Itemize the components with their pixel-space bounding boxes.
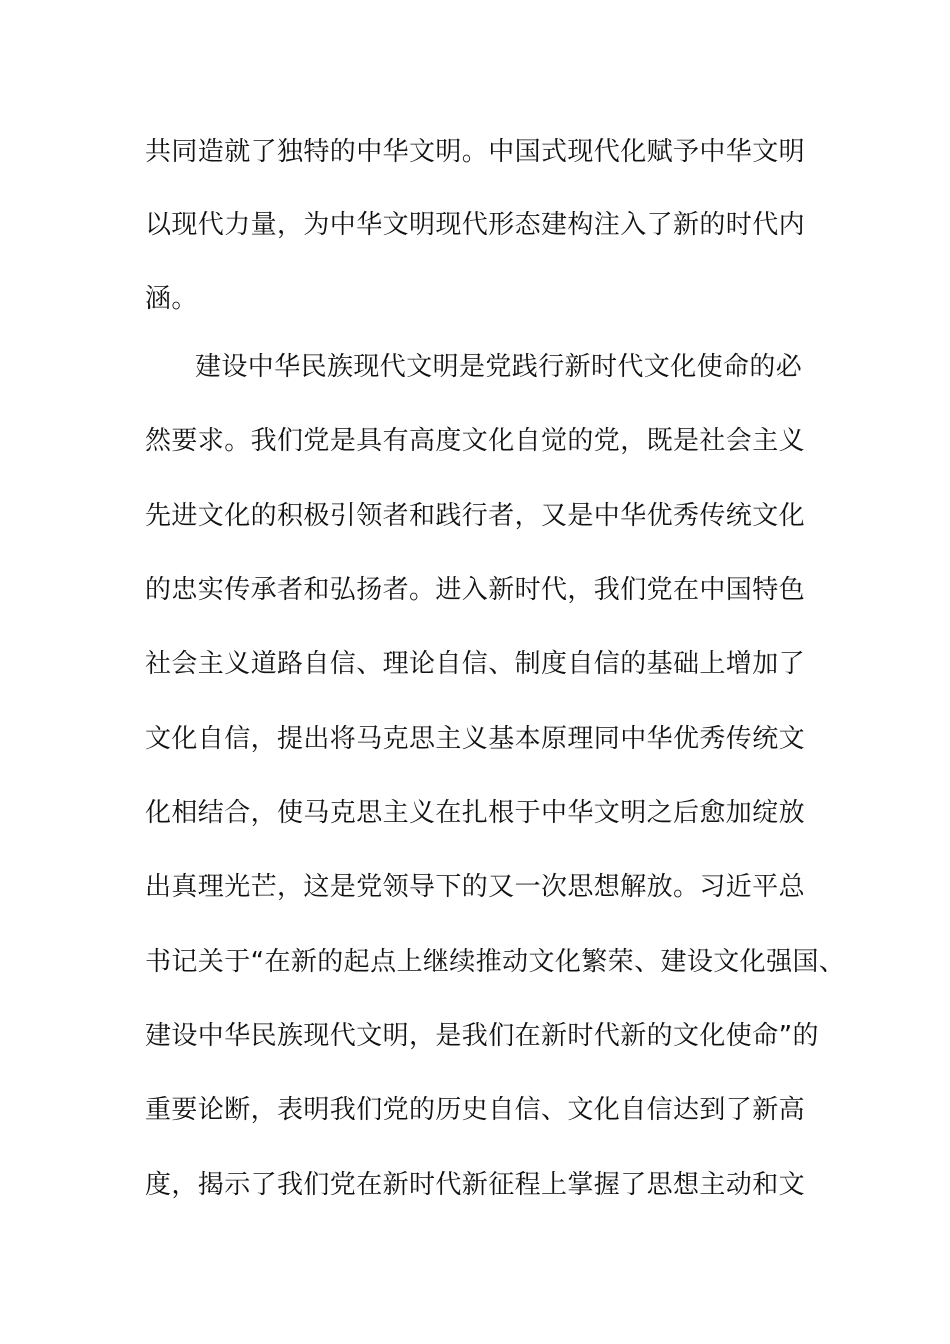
paragraph-line: 社会主义道路自信、理论自信、制度自信的基础上增加了 [145,649,806,679]
paragraph-line: 先进文化的积极引领者和践行者，又是中华优秀传统文化 [145,501,806,531]
paragraph-line: 书记关于“在新的起点上继续推动文化繁荣、建设文化强国、 [145,947,846,977]
paragraph-line: 共同造就了独特的中华文明。中国式现代化赋予中华文明 [145,137,806,167]
paragraph-first-line: 建设中华民族现代文明是党践行新时代文化使命的必 [195,352,803,382]
paragraph-line: 度，揭示了我们党在新时代新征程上掌握了思想主动和文 [145,1170,806,1200]
paragraph-line: 化相结合，使马克思主义在扎根于中华文明之后愈加绽放 [145,798,806,828]
paragraph-line: 涵。 [145,284,198,314]
paragraph-line: 以现代力量，为中华文明现代形态建构注入了新的时代内 [145,210,806,240]
paragraph-line: 然要求。我们党是具有高度文化自觉的党，既是社会主义 [145,426,806,456]
paragraph-line: 文化自信，提出将马克思主义基本原理同中华优秀传统文 [145,724,806,754]
paragraph-line: 出真理光芒，这是党领导下的又一次思想解放。习近平总 [145,872,806,902]
paragraph-line: 重要论断，表明我们党的历史自信、文化自信达到了新高 [145,1095,806,1125]
paragraph-line: 建设中华民族现代文明，是我们在新时代新的文化使命”的 [145,1021,819,1051]
paragraph-line: 的忠实传承者和弘扬者。进入新时代，我们党在中国特色 [145,575,806,605]
